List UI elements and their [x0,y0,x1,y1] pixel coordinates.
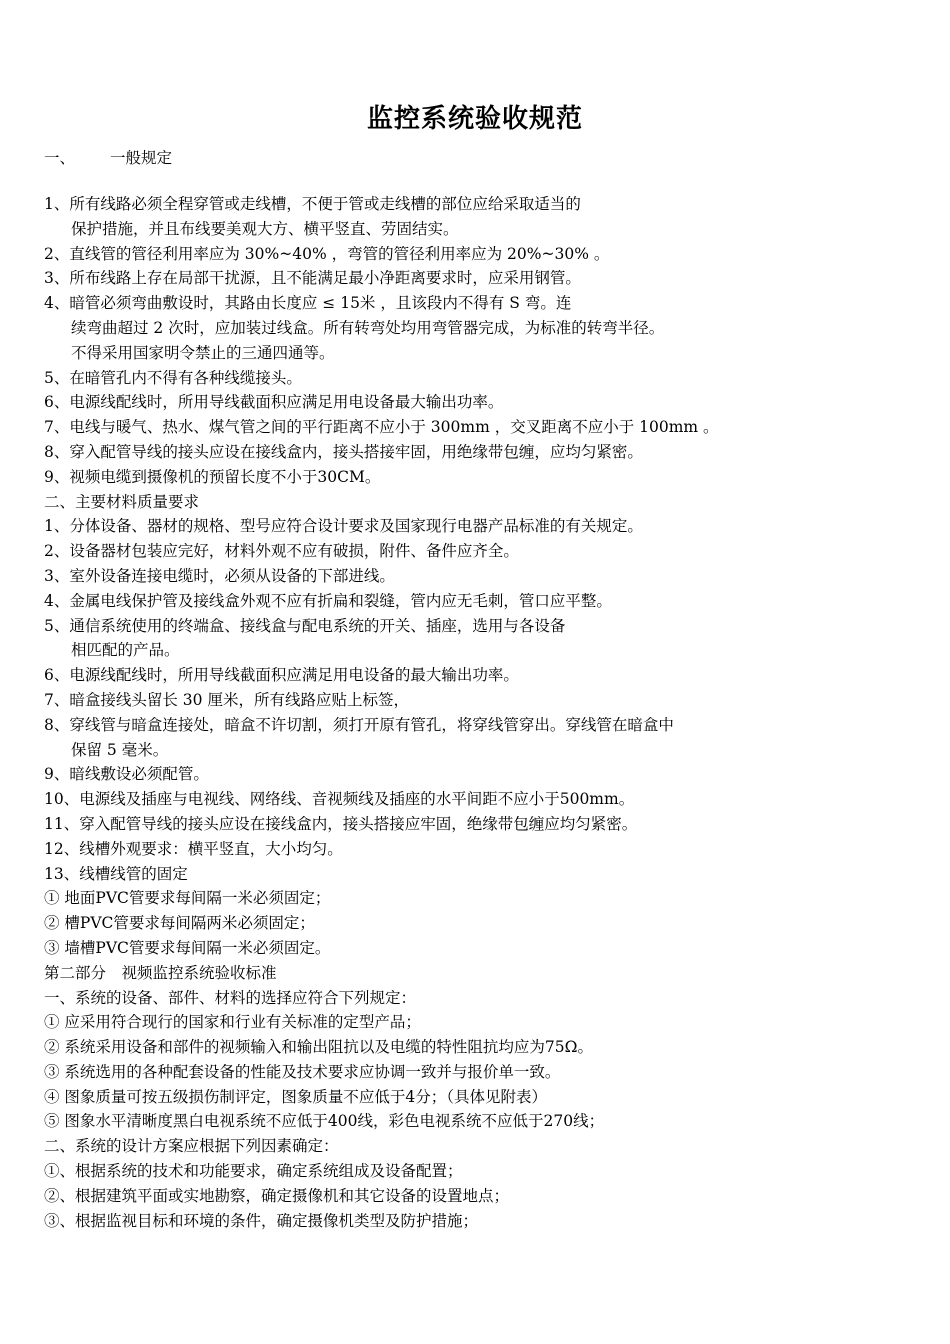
text-line: ②、根据建筑平面或实地勘察，确定摄像机和其它设备的设置地点； [44,1186,510,1205]
text-line: ① 应采用符合现行的国家和行业有关标准的定型产品； [44,1013,421,1032]
section-label: 一般规定 [110,149,173,167]
text-line: 保护措施，并且布线要美观大方、横平竖直、劳固结实。 [71,219,459,238]
text-line: 8、穿入配管导线的接头应设在接线盒内，接头搭接牢固，用绝缘带包缠，应均匀紧密。 [44,442,643,461]
text-line: ⑤ 图象水平清晰度黑白电视系统不应低于400线，彩色电视系统不应低于270线； [44,1112,605,1131]
text-line: 1、分体设备、器材的规格、型号应符合设计要求及国家现行电器产品标准的有关规定。 [44,517,643,536]
text-line: 4、暗管必须弯曲敷设时，其路由长度应 ≤ 15米 ，且该段内不得有 S 弯。连 [44,294,572,313]
text-line: 续弯曲超过 2 次时，应加装过线盒。所有转弯处均用弯管器完成，为标准的转弯半径。 [71,318,665,337]
text-line: 6、电源线配线时，所用导线截面积应满足用电设备最大输出功率。 [44,393,504,412]
text-line: ② 槽PVC管要求每间隔两米必须固定； [44,914,315,933]
text-line: 10、电源线及插座与电视线、网络线、音视频线及插座的水平间距不应小于500mm。 [44,790,635,809]
text-line: ② 系统采用设备和部件的视频输入和输出阻抗以及电缆的特性阻抗均应为75Ω。 [44,1038,594,1057]
text-line: 一、系统的设备、部件、材料的选择应符合下列规定： [44,988,417,1007]
text-line: 9、暗线敷设必须配管。 [44,765,209,784]
text-line: ④ 图象质量可按五级损伤制评定，图象质量不应低于4分；（具体见附表） [44,1087,548,1106]
document-title: 监控系统验收规范 [366,104,583,134]
text-line: 3、所布线路上存在局部干扰源，且不能满足最小净距离要求时，应采用钢管。 [44,269,581,288]
text-line: 4、金属电线保护管及接线盒外观不应有折扁和裂缝，管内应无毛刺，管口应平整。 [44,591,612,610]
text-line: 第二部分 视频监控系统验收标准 [44,963,277,982]
text-line: 不得采用国家明令禁止的三通四通等。 [71,343,335,362]
text-line: 12、线槽外观要求：横平竖直，大小均匀。 [44,839,343,858]
text-line: ① 地面PVC管要求每间隔一米必须固定； [44,889,331,908]
text-line: 3、室外设备连接电缆时，必须从设备的下部进线。 [44,566,395,585]
text-line: 6、电源线配线时，所用导线截面积应满足用电设备的最大输出功率。 [44,666,519,685]
text-line: 2、直线管的管径利用率应为 30%~40% ，弯管的管径利用率应为 20%~30% 。 [44,244,610,263]
text-line: 2、设备器材包装应完好，材料外观不应有破损，附件、备件应齐全。 [44,542,519,561]
text-line: 相匹配的产品。 [71,641,180,660]
text-line: 5、在暗管孔内不得有各种线缆接头。 [44,368,302,387]
document-body [44,192,924,1233]
text-line: ③ 墙槽PVC管要求每间隔一米必须固定。 [44,938,331,957]
text-line: 5、通信系统使用的终端盒、接线盒与配电系统的开关、插座，选用与各设备 [44,616,566,635]
text-line: ①、根据系统的技术和功能要求，确定系统组成及设备配置； [44,1162,463,1181]
text-line: 9、视频电缆到摄像机的预留长度不小于30CM。 [44,467,381,486]
text-line: 二、主要材料质量要求 [44,492,200,511]
text-line: 11、穿入配管导线的接头应设在接线盒内，接头搭接应牢固，绝缘带包缠应均匀紧密。 [44,814,638,833]
section-heading [44,146,172,170]
text-line: 保留 5 毫米。 [71,740,169,759]
text-line: 二、系统的设计方案应根据下列因素确定： [44,1137,339,1156]
text-line: 7、电线与暖气、热水、煤气管之间的平行距离不应小于 300mm ，交叉距离不应小于 100mm 。 [44,418,719,437]
text-line: 8、穿线管与暗盒连接处，暗盒不许切割，须打开原有管孔，将穿线管穿出。穿线管在暗盒中 [44,715,674,734]
text-line: 1、所有线路必须全程穿管或走线槽，不便于管或走线槽的部位应给采取适当的 [44,195,581,213]
text-line: 7、暗盒接线头留长 30 厘米，所有线路应贴上标签， [44,690,409,709]
text-line: 13、线槽线管的固定 [44,864,188,883]
text-line: ③、根据监视目标和环境的条件，确定摄像机类型及防护措施； [44,1211,479,1230]
section-number: 一、 [44,149,76,167]
text-line: ③ 系统选用的各种配套设备的性能及技术要求应协调一致并与报价单一致。 [44,1062,561,1081]
